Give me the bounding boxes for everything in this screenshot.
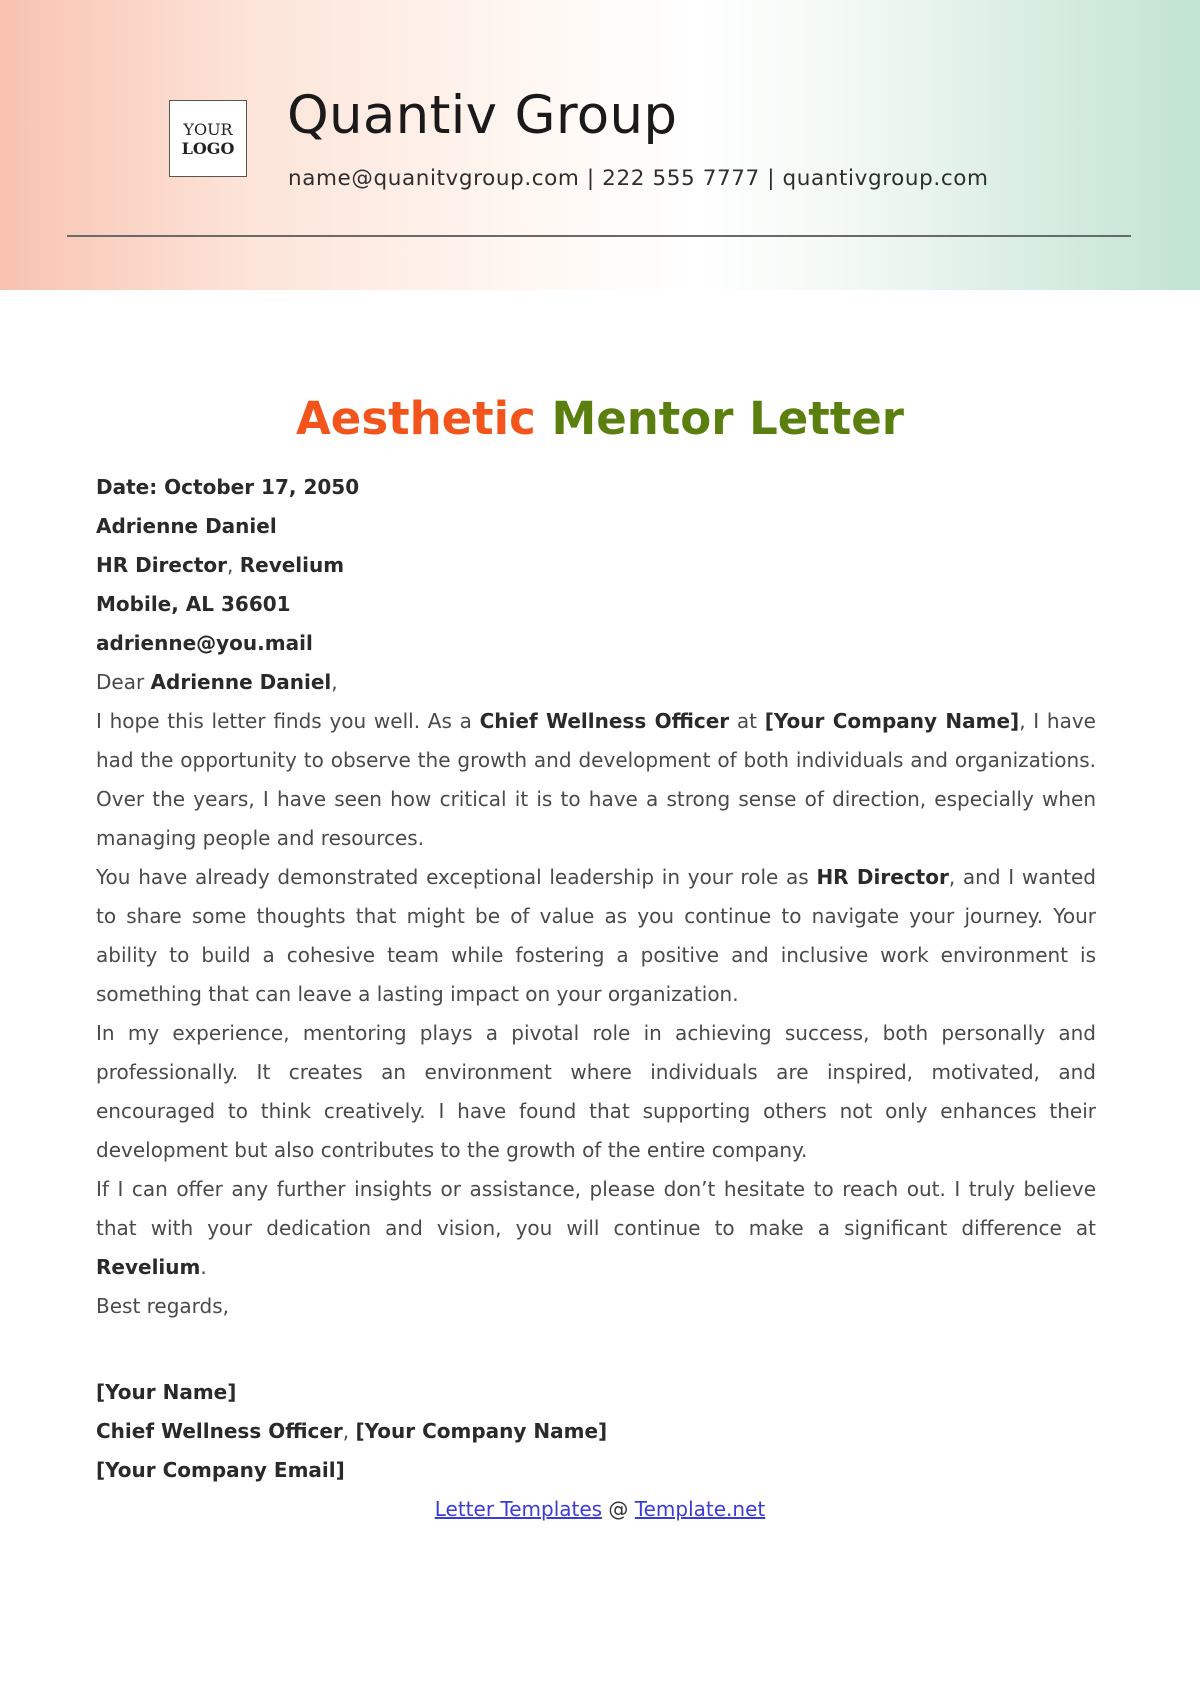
title-part-aesthetic: Aesthetic [295,392,536,445]
recipient-email: adrienne@you.mail [96,631,313,655]
paragraph-closing: If I can offer any further insights or assistance, please don’t hesitate to reach out. I truly believe that with your dedication and vision, you will continue to make a significant difference at Revelium. [96,1177,1096,1279]
signature-spacer [96,1326,1096,1373]
letter-templates-link[interactable]: Letter Templates [434,1497,603,1521]
paragraph-leadership: You have already demonstrated exceptional leadership in your role as HR Director, and I wanted to share some thoughts that might be of value as you continue to navigate your journey. Your ability to build a cohesive team while fostering a positive and inclusive work environment is something that can leave a lasting impact on your organization. [96,865,1096,1006]
recipient-city: Mobile, AL 36601 [96,592,291,616]
recipient-name: Adrienne Daniel [96,514,277,538]
title-part-mentor-letter: Mentor Letter [551,392,905,445]
logo-text-bottom: LOGO [181,138,235,158]
sender-role-company: Chief Wellness Officer, [Your Company Name] [96,1419,608,1443]
letter-body [96,468,1096,1490]
paragraph-intro: I hope this letter finds you well. As a Chief Wellness Officer at [Your Company Name], I have had the opportunity to observe the growth and development of both individuals and organizations. Over the years, I have seen how critical it is to have a strong sense of direction, especially when managing people and resources. [96,709,1096,850]
paragraph-mentoring: In my experience, mentoring plays a pivotal role in achieving success, both personally and professionally. It creates an environment where individuals are inspired, motivated, and encouraged to think creatively. I have found that supporting others not only enhances their development but also contributes to the growth of the entire company. [96,1021,1096,1162]
company-contact-line: name@quanitvgroup.com | 222 555 7777 | quantivgroup.com [288,166,989,191]
footer-attribution [0,1495,1200,1523]
company-name: Quantiv Group [287,85,678,146]
footer-separator: @ [602,1497,635,1521]
letter-date: Date: October 17, 2050 [96,475,360,499]
sender-email: [Your Company Email] [96,1458,345,1482]
closing-phrase: Best regards, [96,1294,230,1318]
salutation: Dear Adrienne Daniel, [96,670,338,694]
sender-name: [Your Name] [96,1380,237,1404]
company-logo [169,100,247,177]
recipient-role-company: HR Director, Revelium [96,553,345,577]
template-net-link[interactable]: Template.net [634,1497,766,1521]
logo-text-top: YOUR [183,119,233,139]
document-title [0,390,1200,448]
header-divider [67,235,1131,237]
